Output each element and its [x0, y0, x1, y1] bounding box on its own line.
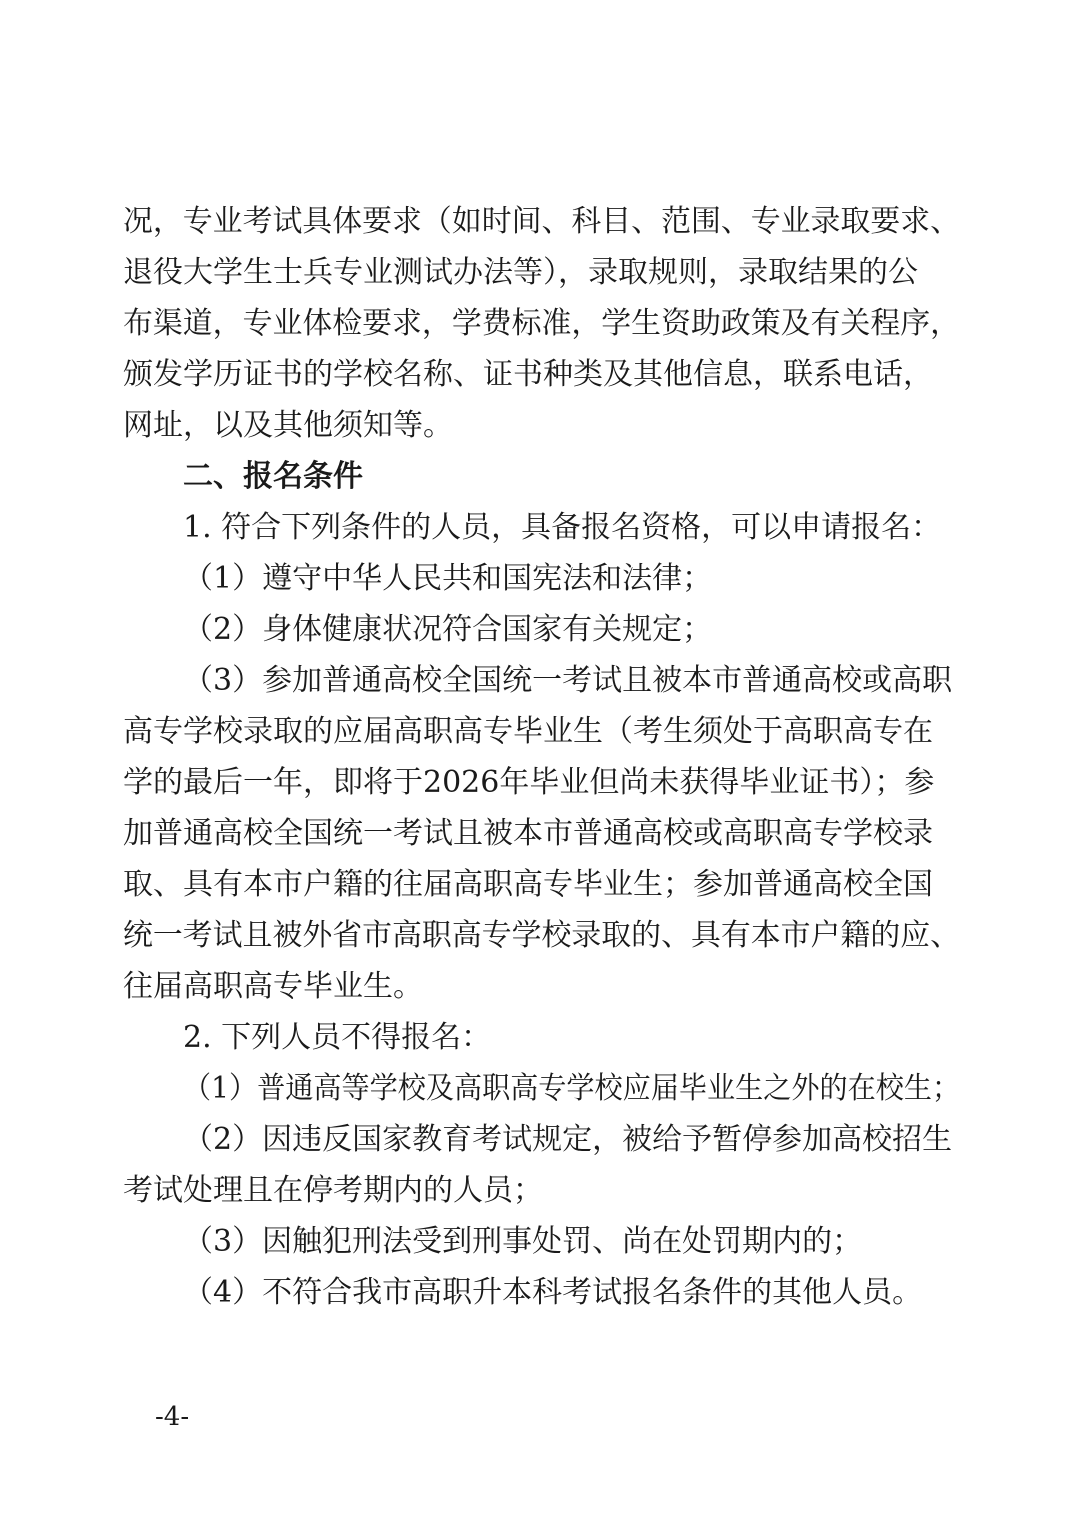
body-line: （2）因违反国家教育考试规定，被给予暂停参加高校招生 [183, 1122, 953, 1157]
body-line: （4）不符合我市高职升本科考试报名条件的其他人员。 [183, 1275, 923, 1310]
section-heading: 二、报名条件 [183, 459, 363, 494]
body-line: （1）遵守中华人民共和国宪法和法律； [183, 561, 713, 596]
body-line: （3）参加普通高校全国统一考试且被本市普通高校或高职 [183, 663, 953, 698]
body-line: 布渠道，专业体检要求，学费标准，学生资助政策及有关程序， [123, 306, 960, 341]
body-line: 往届高职高专毕业生。 [123, 969, 423, 1004]
body-line: 况，专业考试具体要求（如时间、科目、范围、专业录取要求、 [123, 204, 960, 239]
body-line: （3）因触犯刑法受到刑事处罚、尚在处罚期内的； [183, 1224, 863, 1259]
body-line: 退役大学生士兵专业测试办法等），录取规则，录取结果的公 [123, 255, 918, 290]
body-line: （1）普通高等学校及高职高专学校应届毕业生之外的在校生； [183, 1071, 961, 1106]
body-line: 考试处理且在停考期内的人员； [123, 1173, 543, 1208]
body-line: 高专学校录取的应届高职高专毕业生（考生须处于高职高专在 [123, 714, 933, 749]
body-line: 加普通高校全国统一考试且被本市普通高校或高职高专学校录 [123, 816, 933, 851]
body-line: 网址，以及其他须知等。 [123, 408, 453, 443]
body-line: 统一考试且被外省市高职高专学校录取的、具有本市户籍的应、 [123, 918, 960, 953]
body-line: 取、具有本市户籍的往届高职高专毕业生；参加普通高校全国 [123, 867, 933, 902]
body-line: 颁发学历证书的学校名称、证书种类及其他信息，联系电话， [123, 357, 933, 392]
body-line: 2. 下列人员不得报名： [183, 1020, 492, 1055]
page-number: -4- [155, 1402, 190, 1432]
body-line: 1. 符合下列条件的人员，具备报名资格，可以申请报名： [183, 510, 942, 545]
body-line: 学的最后一年，即将于2026年毕业但尚未获得毕业证书）；参 [123, 765, 935, 800]
body-line: （2）身体健康状况符合国家有关规定； [183, 612, 713, 647]
